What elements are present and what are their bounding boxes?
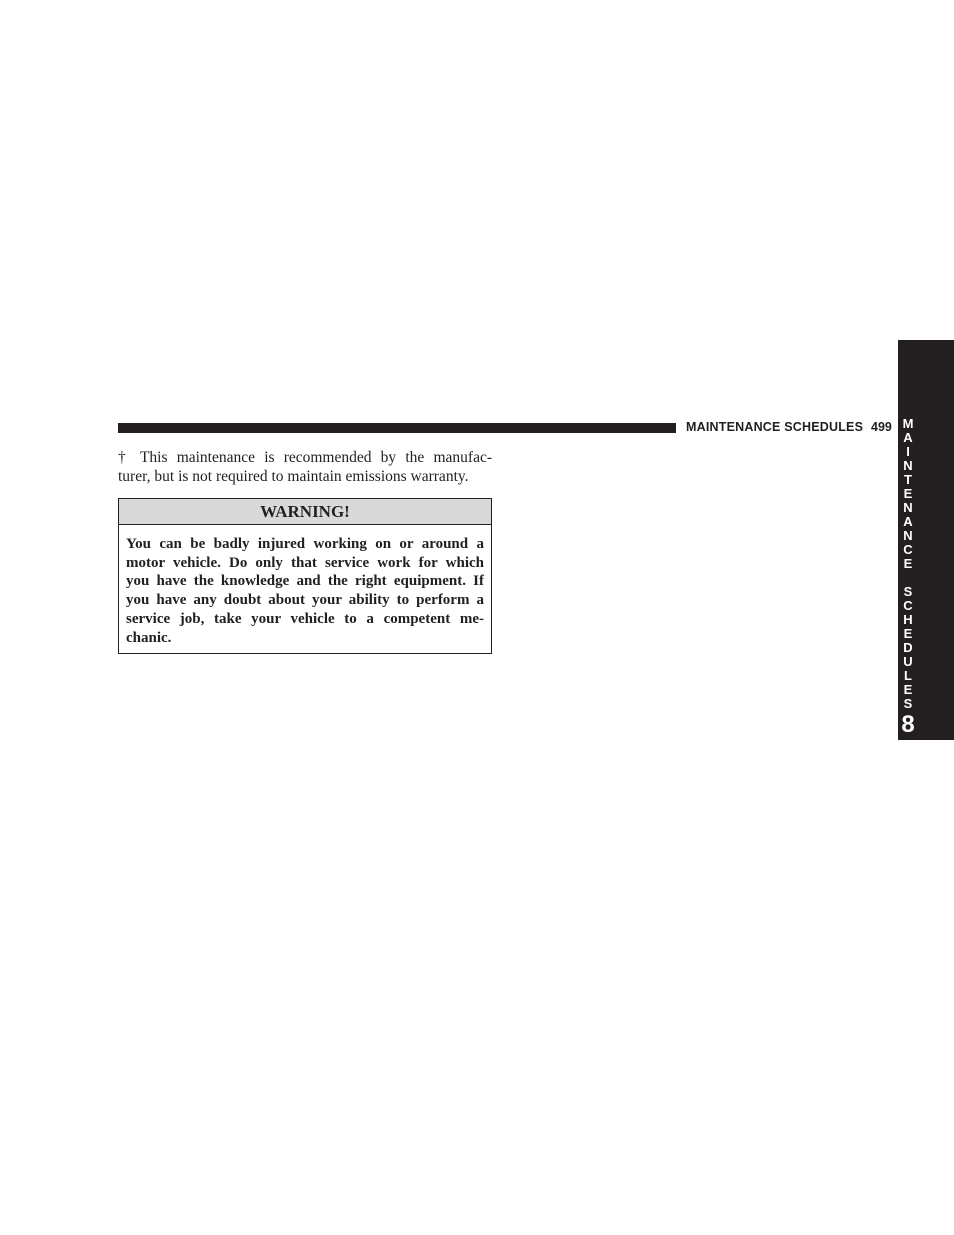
side-tab-letter: I	[906, 444, 910, 459]
header-rule	[118, 423, 676, 433]
warning-box	[118, 498, 492, 654]
side-tab-letter: M	[902, 416, 914, 431]
side-tab-letter: T	[904, 472, 912, 487]
warning-line: motor vehicle. Do only that service work for which	[126, 554, 484, 571]
side-tab-letter: S	[903, 584, 913, 599]
side-tab-label	[898, 417, 918, 711]
warning-line: service job, take your vehicle to a competent me-	[126, 610, 484, 627]
page-number: 499	[871, 420, 892, 434]
side-tab-letter: N	[903, 500, 913, 515]
warning-line: You can be badly injured working on or around a	[126, 536, 484, 552]
side-tab-letter: L	[904, 668, 912, 683]
footnote-line: † This maintenance is recommended by the manufac-	[118, 449, 492, 466]
footnote-line: turer, but is not required to maintain emissions warranty.	[118, 467, 469, 485]
side-tab-letter: D	[903, 640, 913, 655]
warning-line: you have the knowledge and the right equipment. If	[126, 573, 484, 590]
side-tab-letter: S	[903, 696, 913, 711]
section-title: MAINTENANCE SCHEDULES	[686, 420, 864, 434]
side-tab-letter: E	[903, 682, 913, 697]
footnote	[118, 449, 492, 486]
side-tab-letter: N	[903, 458, 913, 473]
side-tab-letter: E	[903, 486, 913, 501]
side-tab-letter: C	[903, 542, 913, 557]
side-tab-letter	[898, 571, 918, 585]
warning-line: chanic.	[126, 629, 172, 646]
side-tab-letter: E	[903, 556, 913, 571]
side-tab-letter: H	[903, 612, 913, 627]
side-tab-letter: E	[903, 626, 913, 641]
side-tab-letter: C	[903, 598, 913, 613]
warning-line: you have any doubt about your ability to perform a	[126, 592, 484, 609]
side-tab-letter: U	[903, 654, 913, 669]
warning-text	[126, 535, 484, 647]
warning-title: WARNING!	[119, 499, 491, 525]
chapter-number: 8	[901, 711, 915, 738]
side-tab-letter: N	[903, 528, 913, 543]
side-tab-letter: A	[903, 430, 913, 445]
side-tab-letter: A	[903, 514, 913, 529]
